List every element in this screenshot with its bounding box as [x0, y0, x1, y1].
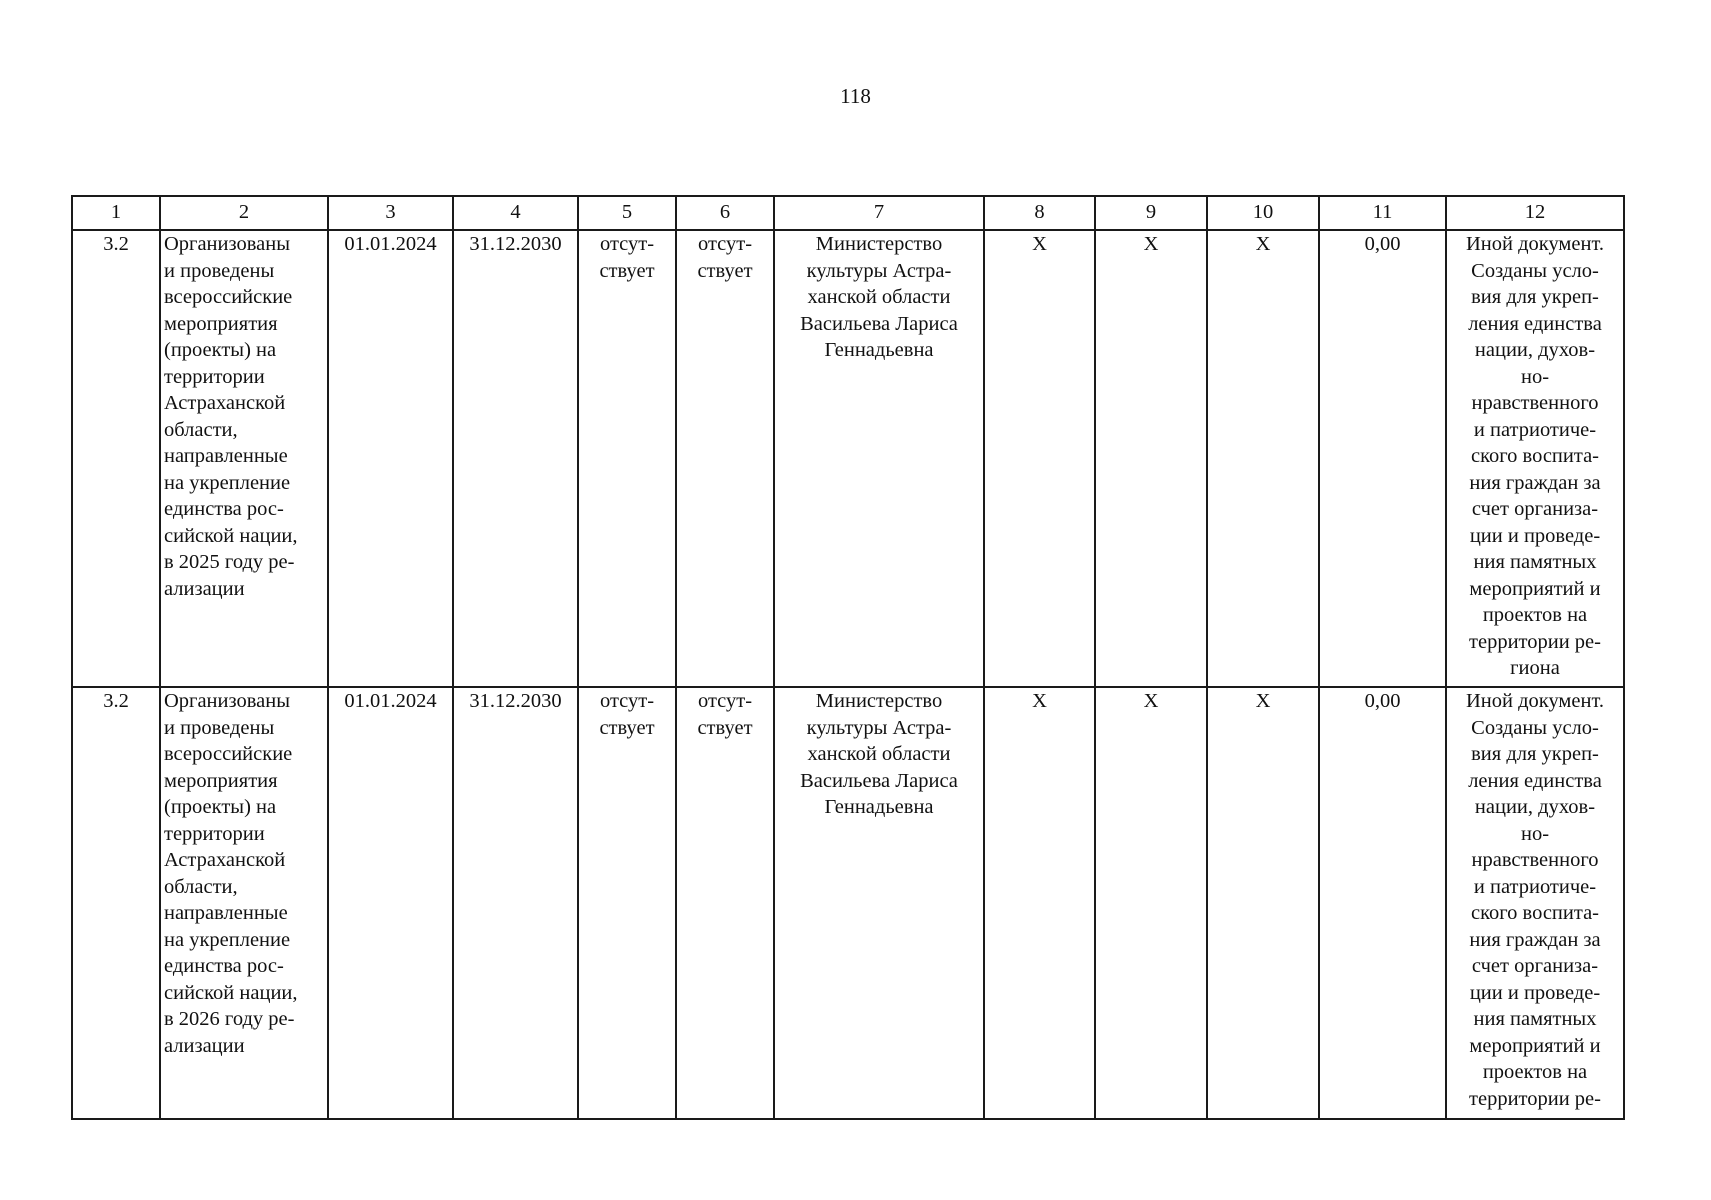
text-line: Министерство — [815, 233, 943, 255]
column-header-9: 9 — [1095, 196, 1207, 230]
text-line: ции и проведе- — [1469, 524, 1601, 547]
end-date-cell: 31.12.2030 — [453, 687, 578, 1119]
table-row — [72, 230, 1624, 687]
start-date-cell: 01.01.2024 — [328, 687, 453, 1119]
responsible-cell — [774, 687, 984, 1119]
text-line: вия для укреп- — [1471, 743, 1599, 765]
start-date-cell: 01.01.2024 — [328, 230, 453, 687]
text-line: нравственного — [1471, 392, 1599, 414]
text-line: территории — [164, 822, 265, 845]
text-line: ления единства — [1468, 312, 1602, 335]
text-line: отсут- — [697, 233, 753, 255]
text-line: культуры Астра- — [806, 716, 952, 739]
column-header-10: 10 — [1207, 196, 1319, 230]
event-name-cell — [160, 687, 328, 1119]
text-line: но- — [1520, 822, 1550, 845]
text-line: единства рос- — [164, 955, 284, 977]
text-line: ского воспита- — [1470, 902, 1599, 924]
col11-cell: 0,00 — [1319, 230, 1446, 687]
col8-cell: X — [984, 687, 1095, 1119]
text-line: на укрепление — [164, 928, 291, 951]
column-header-11: 11 — [1319, 196, 1446, 230]
text-line: Созданы усло- — [1471, 716, 1599, 739]
text-line: Геннадьевна — [824, 339, 934, 361]
text-line: Васильева Лариса — [800, 312, 958, 335]
text-line: сийской нации, — [164, 981, 298, 1004]
column-header-1: 1 — [72, 196, 160, 230]
text-line: на укрепление — [164, 471, 291, 494]
text-line: но- — [1520, 365, 1550, 388]
text-line: ления единства — [1468, 769, 1602, 792]
text-line: мероприятий и — [1469, 577, 1601, 600]
text-line: мероприятия — [164, 312, 278, 335]
col10-cell: X — [1207, 687, 1319, 1119]
text-line: отсут- — [599, 233, 655, 255]
table-row — [72, 687, 1624, 1119]
text-line: вия для укреп- — [1471, 286, 1599, 308]
header-row — [72, 196, 1624, 230]
data-table — [71, 195, 1625, 1120]
col5-cell — [578, 230, 676, 687]
text-line: и патриотиче- — [1473, 875, 1597, 898]
text-line: области, — [164, 875, 238, 898]
document-cell — [1446, 230, 1624, 687]
text-line: нравственного — [1471, 849, 1599, 871]
column-header-12: 12 — [1446, 196, 1624, 230]
text-line: проектов на — [1482, 1061, 1588, 1083]
column-header-2: 2 — [160, 196, 328, 230]
text-line: ского воспита- — [1470, 445, 1599, 467]
column-header-6: 6 — [676, 196, 774, 230]
text-line: счет организа- — [1471, 955, 1599, 977]
text-line: мероприятия — [164, 769, 278, 792]
text-line: ствует — [599, 259, 655, 282]
column-header-4: 4 — [453, 196, 578, 230]
text-line: нации, духов- — [1474, 796, 1596, 818]
text-line: отсут- — [697, 690, 753, 712]
text-line: Созданы усло- — [1471, 259, 1599, 282]
col6-cell — [676, 687, 774, 1119]
text-line: в 2025 году ре- — [164, 551, 295, 573]
col11-cell: 0,00 — [1319, 687, 1446, 1119]
text-line: ханской области — [807, 743, 951, 765]
text-line: направленные — [164, 445, 288, 467]
text-line: Министерство — [815, 690, 943, 712]
text-line: (проекты) на — [164, 339, 277, 361]
text-line: и проведены — [164, 259, 275, 282]
text-line: счет организа- — [1471, 498, 1599, 520]
text-line: ния граждан за — [1469, 471, 1601, 494]
col8-cell: X — [984, 230, 1095, 687]
text-line: Астраханской — [164, 849, 286, 871]
text-line: Геннадьевна — [824, 796, 934, 818]
text-line: всероссийские — [164, 743, 293, 765]
col5-cell — [578, 687, 676, 1119]
text-line: территории ре- — [1469, 630, 1601, 653]
text-line: территории — [164, 365, 265, 388]
text-line: единства рос- — [164, 498, 284, 520]
text-line: ализации — [164, 577, 245, 600]
text-line: ции и проведе- — [1469, 981, 1601, 1004]
column-header-7: 7 — [774, 196, 984, 230]
col9-cell: X — [1095, 230, 1207, 687]
text-line: Васильева Лариса — [800, 769, 958, 792]
text-line: территории ре- — [1469, 1087, 1601, 1110]
text-line: отсут- — [599, 690, 655, 712]
text-line: ханской области — [807, 286, 951, 308]
text-line: Организованы — [164, 690, 290, 712]
col9-cell: X — [1095, 687, 1207, 1119]
event-name-cell — [160, 230, 328, 687]
text-line: Организованы — [164, 233, 290, 255]
text-line: сийской нации, — [164, 524, 298, 547]
document-cell — [1446, 687, 1624, 1119]
row-number-cell: 3.2 — [72, 230, 160, 687]
col6-cell — [676, 230, 774, 687]
col10-cell: X — [1207, 230, 1319, 687]
text-line: ствует — [697, 716, 753, 739]
text-line: нации, духов- — [1474, 339, 1596, 361]
text-line: всероссийские — [164, 286, 293, 308]
text-line: культуры Астра- — [806, 259, 952, 282]
text-line: ствует — [599, 716, 655, 739]
text-line: ния памятных — [1473, 551, 1597, 573]
text-line: ния граждан за — [1469, 928, 1601, 951]
text-line: ния памятных — [1473, 1008, 1597, 1030]
text-line: (проекты) на — [164, 796, 277, 818]
column-header-5: 5 — [578, 196, 676, 230]
responsible-cell — [774, 230, 984, 687]
text-line: Иной документ. — [1465, 233, 1605, 255]
text-line: и проведены — [164, 716, 275, 739]
end-date-cell: 31.12.2030 — [453, 230, 578, 687]
text-line: направленные — [164, 902, 288, 924]
text-line: ствует — [697, 259, 753, 282]
text-line: Иной документ. — [1465, 690, 1605, 712]
text-line: области, — [164, 418, 238, 441]
column-header-3: 3 — [328, 196, 453, 230]
text-line: мероприятий и — [1469, 1034, 1601, 1057]
row-number-cell: 3.2 — [72, 687, 160, 1119]
column-header-8: 8 — [984, 196, 1095, 230]
text-line: Астраханской — [164, 392, 286, 414]
page-number: 118 — [840, 84, 871, 108]
text-line: и патриотиче- — [1473, 418, 1597, 441]
text-line: проектов на — [1482, 604, 1588, 626]
text-line: ализации — [164, 1034, 245, 1057]
text-line: гиона — [1510, 657, 1560, 679]
text-line: в 2026 году ре- — [164, 1008, 295, 1030]
